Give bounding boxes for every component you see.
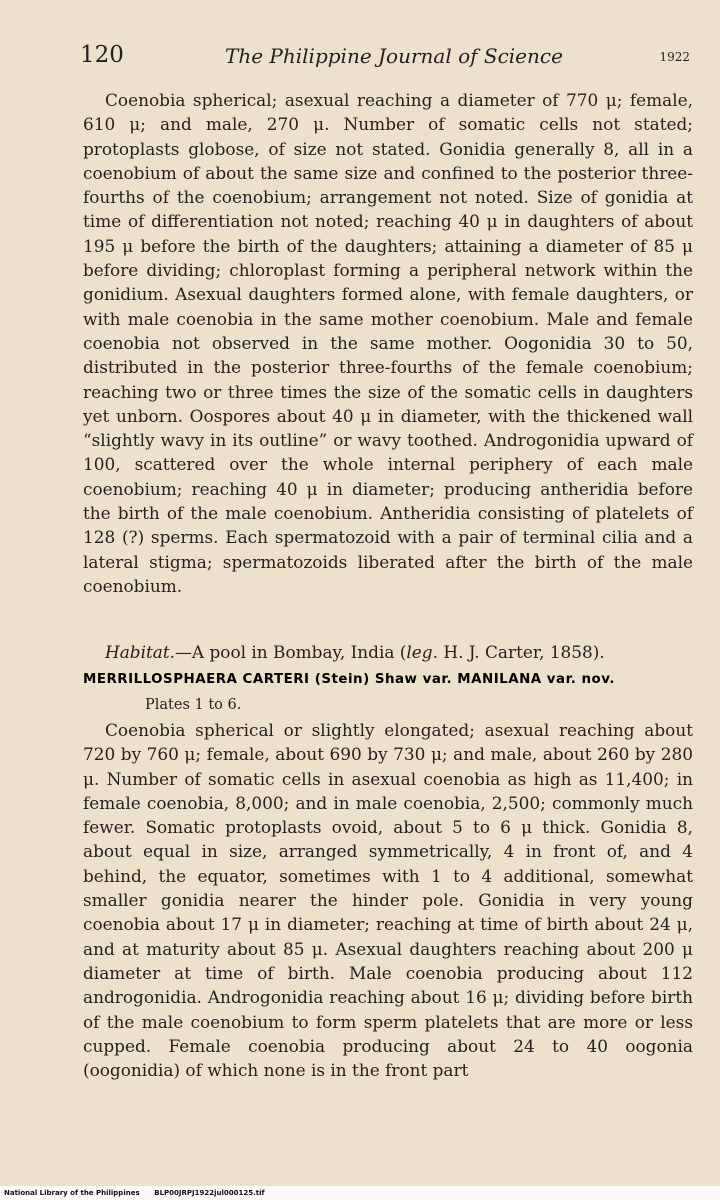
plates-reference: Plates 1 to 6.: [145, 697, 242, 713]
journal-year: 1922: [659, 50, 690, 64]
page-header: [80, 40, 690, 74]
journal-title: The Philippine Journal of Science: [225, 44, 563, 68]
footer-library: National Library of the Philippines: [4, 1189, 140, 1197]
species-heading: MERRILLOSPHAERA CARTERI (Stein) Shaw var. MANILANA var. nov.: [83, 672, 615, 687]
habitat-label: Habitat.: [105, 642, 176, 662]
page-number: 120: [80, 42, 124, 68]
paragraph-1-text: Coenobia spherical; asexual reaching a diameter of 770 μ; female, 610 μ; and male, 270 μ. Number of somatic cells not stated; protoplasts globose, of size not stated. Gonidia generally 8, all in a coenobium of about the same size and confined to the posterior three-fourths of the coenobium; arrangement not noted. Size of gonidia at time of differentiation not noted; reaching 40 μ in daughters of about 195 μ before the birth of the daughters; attaining a diameter of 85 μ before dividing; chloroplast forming a peripheral network within the gonidium. Asexual daughters formed alone, with female daughters, or with male coenobia in the same mother coenobium. Male and female coenobia not observed in the same mother. Oogonidia 30 to 50, distributed in the posterior three-fourths of the female coenobium; reaching two or three times the size of the somatic cells in daughters yet unborn. Oospores about 40 μ in diameter, with the thickened wall “slightly wavy in its outline” or wavy toothed. Androgonidia upward of 100, scattered over the whole internal periphery of each male coenobium; reaching 40 μ in diameter; producing antheridia before the birth of the male coenobium. Antheridia consisting of platelets of 128 (?) sperms. Each spermatozoid with a pair of terminal cilia and a lateral stigma; spermatozoids liberated after the birth of the male coenobium.: [83, 90, 693, 596]
habitat-text-1: —A pool in Bombay, India (: [175, 642, 407, 662]
description-paragraph-2: [83, 718, 693, 1082]
habitat-line: [105, 640, 695, 664]
description-paragraph-1: [83, 88, 693, 598]
paragraph-2-text: Coenobia spherical or slightly elongated; asexual reaching about 720 by 760 μ; female, about 690 by 730 μ; and male, about 260 by 280 μ. Number of somatic cells in asexual coenobia as high as 11,400; in female coenobia, 8,000; and in male coenobia, 2,500; commonly much fewer. Somatic protoplasts ovoid, about 5 to 6 μ thick. Gonidia 8, about equal in size, arranged symmetrically, 4 in front of, and 4 behind, the equator, sometimes with 1 to 4 additional, somewhat smaller gonidia nearer the hinder pole. Gonidia in very young coenobia about 17 μ in diameter; reaching at time of birth about 24 μ, and at maturity about 85 μ. Asexual daughters reaching about 200 μ diameter at time of birth. Male coenobia producing about 112 androgonidia. Androgonidia reaching about 16 μ; dividing before birth of the male coenobium to form sperm platelets that are more or less cupped. Female coenobia producing about 24 to 40 oogonia (oogonidia) of which none is in the front part: [83, 720, 693, 1081]
habitat-text-2: H. J. Carter, 1858).: [437, 642, 605, 662]
footer-file: BLP00JRPJ1922jul000125.tif: [154, 1189, 265, 1197]
scan-footer: [0, 1186, 720, 1200]
habitat-leg: leg.: [406, 642, 438, 662]
